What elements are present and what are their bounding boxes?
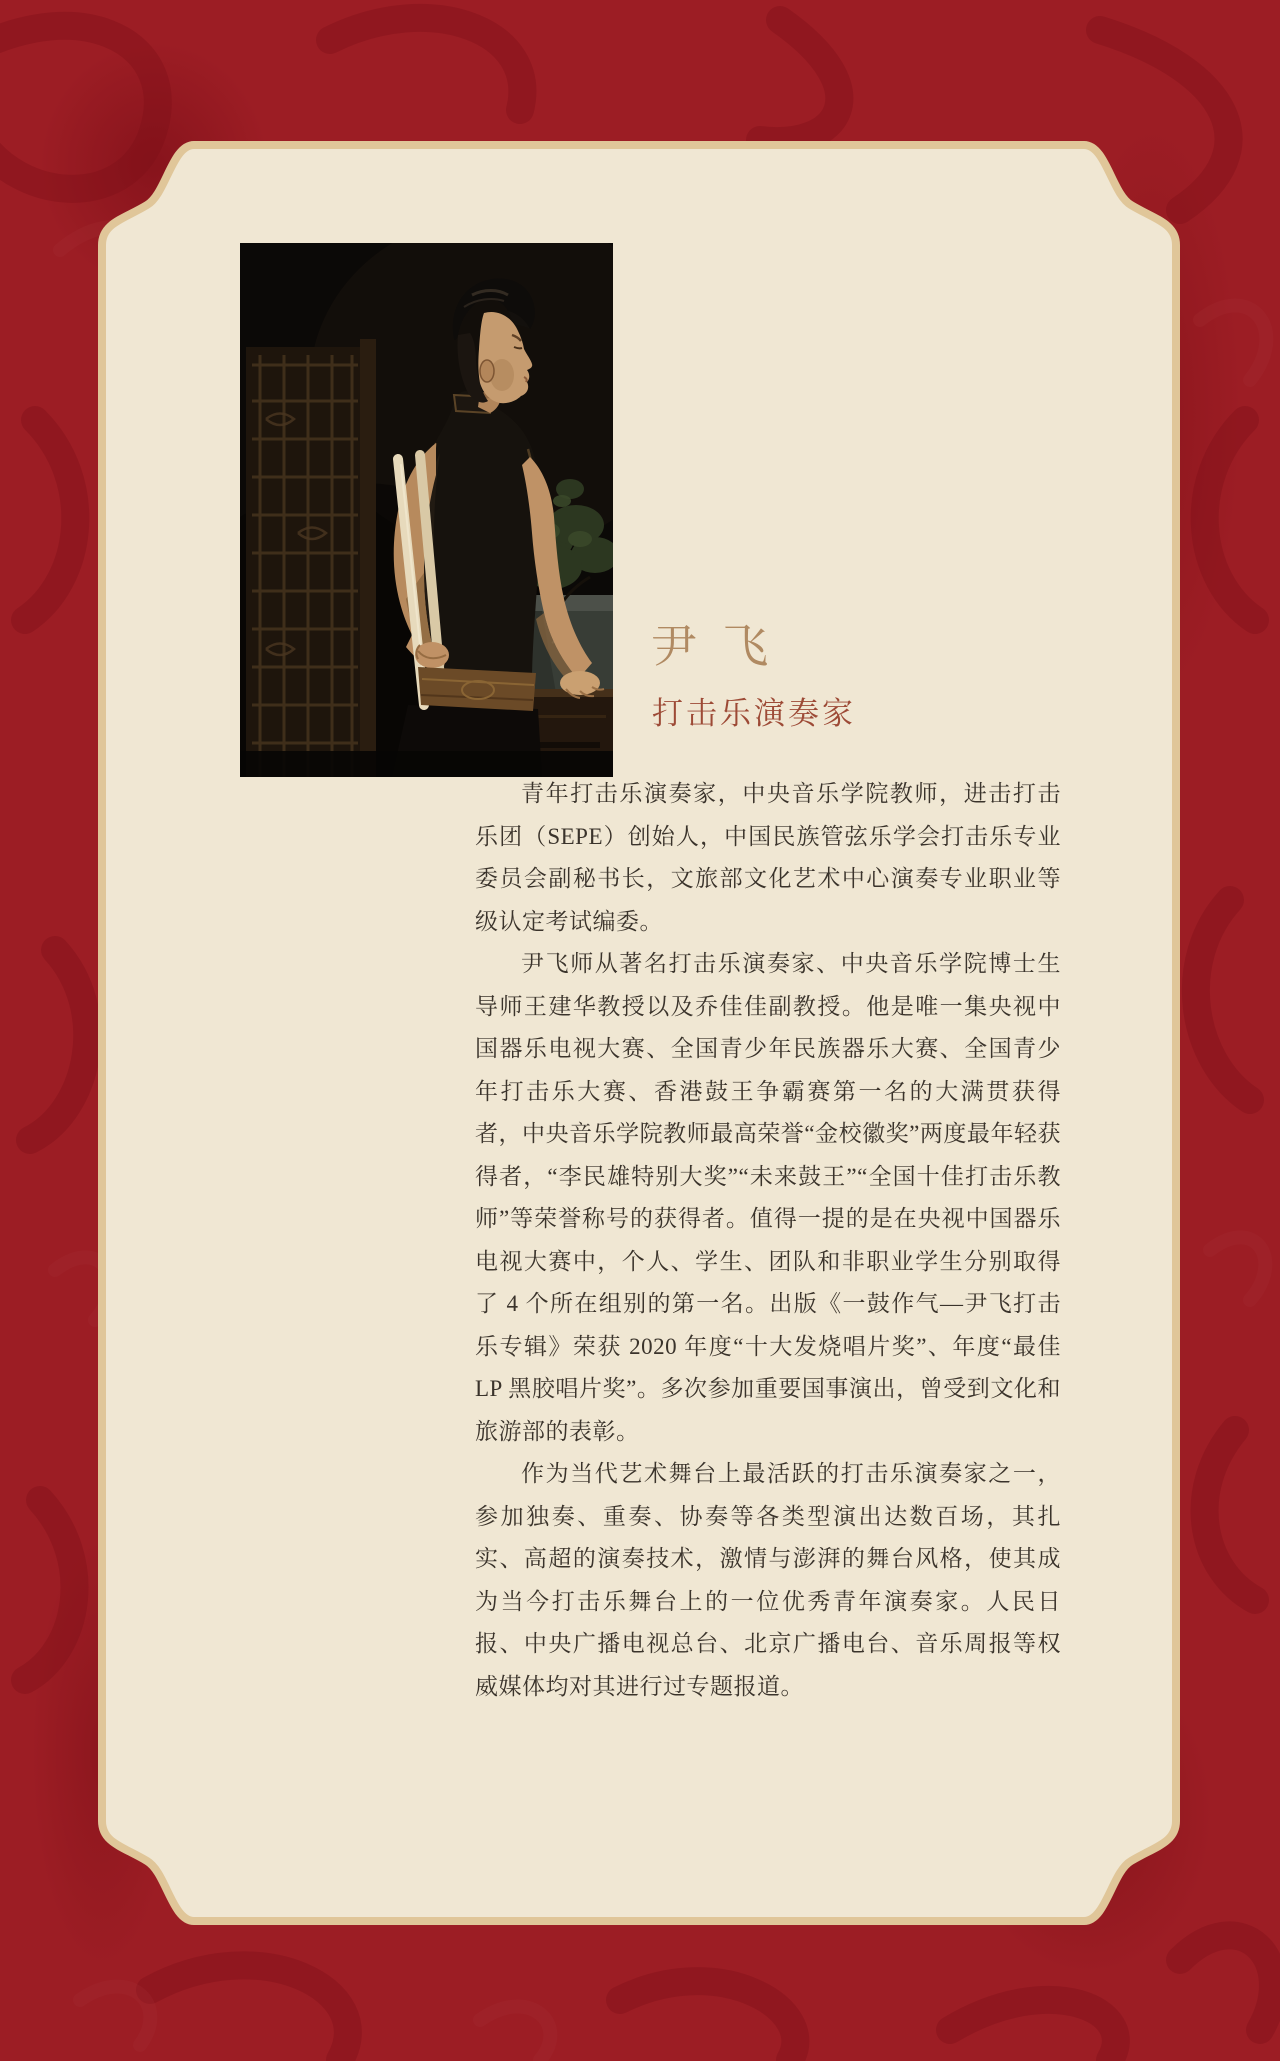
- photo-belt: [418, 667, 536, 711]
- bio-paragraph-3: 作为当代艺术舞台上最活跃的打击乐演奏家之一，参加独奏、重奏、协奏等各类型演出达数百场，其扎实、高超的演奏技术，激情与澎湃的舞台风格，使其成为当今打击乐舞台上的一位优秀青年演奏家。人民日报、中央广播电视总台、北京广播电台、音乐周报等权威媒体均对其进行过专题报道。: [475, 1461, 1061, 1699]
- artist-name: 尹飞: [651, 621, 794, 672]
- bio-paragraph-1: 青年打击乐演奏家，中央音乐学院教师，进击打击乐团（SEPE）创始人，中国民族管弦乐学会打击乐专业委员会副秘书长，文旅部文化艺术中心演奏专业职业等级认定考试编委。: [475, 781, 1061, 934]
- biography: [475, 773, 1061, 1708]
- photo-lattice-screen: [246, 339, 376, 777]
- artist-title: 打击乐演奏家: [652, 696, 856, 731]
- portrait-photo: [240, 243, 613, 777]
- bio-paragraph-2: 尹飞师从著名打击乐演奏家、中央音乐学院博士生导师王建华教授以及乔佳佳副教授。他是唯一集央视中国器乐电视大赛、全国青少年民族器乐大赛、全国青少年打击乐大赛、香港鼓王争霸赛第一名的大满贯获得者，中央音乐学院教师最高荣誉“金校徽奖”两度最年轻获得者，“李民雄特别大奖”“未来鼓王”“全国十佳打击乐教师”等荣誉称号的获得者。值得一提的是在央视中国器乐电视大赛中，个人、学生、团队和非职业学生分别取得了 4 个所在组别的第一名。出版《一鼓作气—尹飞打击乐专辑》荣获 2020 年度“十大发烧唱片奖”、年度“最佳 LP 黑胶唱片奖”。多次参加重要国事演出，曾受到文化和旅游部的表彰。: [475, 951, 1061, 1444]
